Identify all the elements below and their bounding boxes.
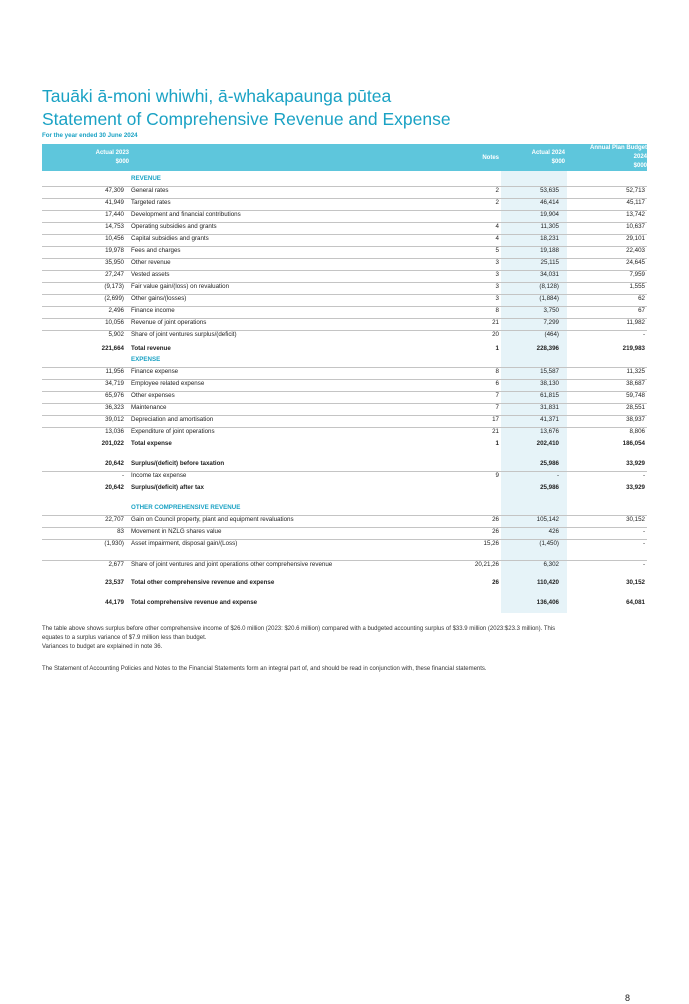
cell-actual2023: 22,707 xyxy=(105,516,124,523)
table-row xyxy=(42,258,647,266)
cell-budget: 33,929 xyxy=(626,460,645,467)
cell-label: Other gains/(losses) xyxy=(131,295,187,302)
cell-actual2024: 41,371 xyxy=(540,416,559,423)
cell-actual2023: 27,247 xyxy=(105,271,124,278)
cell-budget: 24,645 xyxy=(626,259,645,266)
cell-actual2024: 19,188 xyxy=(540,247,559,254)
header-actual-2023-unit: $000 xyxy=(115,159,129,165)
cell-label: Finance income xyxy=(131,307,175,314)
cell-label: Maintenance xyxy=(131,404,167,411)
cell-label: Employee related expense xyxy=(131,380,205,387)
cell-label: Depreciation and amortisation xyxy=(131,416,214,423)
cell-notes: 7 xyxy=(495,404,499,411)
cell-label: Expenditure of joint operations xyxy=(131,428,215,435)
cell-label: Targeted rates xyxy=(131,199,171,206)
cell-actual2024: 61,815 xyxy=(540,392,559,399)
cell-budget: 1,555 xyxy=(629,283,645,290)
table-row xyxy=(42,282,647,290)
cell-actual2023: 20,642 xyxy=(105,484,124,491)
cell-actual2023: 11,956 xyxy=(105,368,124,375)
cell-budget: 38,937 xyxy=(626,416,645,423)
cell-label: General rates xyxy=(131,187,169,194)
page-number: 8 xyxy=(625,993,631,1003)
cell-label: Fair value gain/(loss) on revaluation xyxy=(131,283,230,290)
cell-actual2024: 25,986 xyxy=(540,460,559,467)
cell-actual2024: 34,031 xyxy=(540,271,559,278)
table-row xyxy=(42,246,647,254)
cell-actual2024: 7,299 xyxy=(543,319,559,326)
header-budget-unit: $000 xyxy=(633,163,647,169)
cell-notes: 5 xyxy=(495,247,499,254)
cell-notes: 3 xyxy=(495,295,499,302)
cell-budget: 33,929 xyxy=(626,484,645,491)
table-header xyxy=(42,144,647,171)
cell-budget: 10,637 xyxy=(626,223,645,230)
cell-notes: 6 xyxy=(495,380,499,387)
cell-actual2023: 5,902 xyxy=(108,331,124,338)
cell-label: Share of joint ventures and joint operations other comprehensive revenue xyxy=(131,561,333,568)
cell-label: Other revenue xyxy=(131,259,171,266)
cell-budget: 13,742 xyxy=(626,211,645,218)
cell-label: Gain on Council property, plant and equipment revaluations xyxy=(131,516,294,523)
cell-actual2024: 228,396 xyxy=(536,345,559,352)
cell-actual2024: - xyxy=(556,472,559,479)
table-row xyxy=(42,527,647,535)
cell-actual2024: 105,142 xyxy=(536,516,559,523)
cell-actual2023: 14,753 xyxy=(105,223,124,230)
table-row xyxy=(42,234,647,242)
cell-label: Total comprehensive revenue and expense xyxy=(131,599,258,606)
cell-notes: 1 xyxy=(495,345,499,352)
cell-label: Vested assets xyxy=(131,271,170,278)
cell-notes: 7 xyxy=(495,392,499,399)
cell-budget: 29,101 xyxy=(626,235,645,242)
table-row xyxy=(42,391,647,399)
cell-actual2024: (1,450) xyxy=(539,540,559,547)
table-row xyxy=(42,415,647,423)
cell-actual2023: 10,456 xyxy=(105,235,124,242)
cell-budget: 22,403 xyxy=(626,247,645,254)
table-row xyxy=(42,515,647,523)
cell-actual2023: 36,323 xyxy=(105,404,124,411)
cell-label: Total expense xyxy=(131,440,172,447)
cell-label: Revenue of joint operations xyxy=(131,319,207,326)
cell-actual2023: 35,950 xyxy=(105,259,124,266)
table-row xyxy=(42,318,647,326)
cell-actual2023: (1,930) xyxy=(104,540,124,547)
cell-actual2024: (464) xyxy=(544,331,559,338)
cell-notes: 26 xyxy=(492,579,499,586)
cell-notes: 9 xyxy=(495,472,499,479)
cell-notes: 3 xyxy=(495,283,499,290)
header-annual-plan-budget xyxy=(590,144,647,171)
cell-actual2024: 38,130 xyxy=(540,380,559,387)
table-row xyxy=(42,330,647,338)
cell-label: Total revenue xyxy=(131,345,171,352)
header-actual-2023-label: Actual 2023 xyxy=(95,150,129,156)
header-budget-year: 2024 xyxy=(633,154,647,160)
cell-label: Surplus/(deficit) after tax xyxy=(131,484,204,491)
cell-budget: - xyxy=(642,331,645,338)
commentary-line-1: The table above shows surplus before other comprehensive income of $26.0 million (2023: $20.6 million) compared with a budgeted accounting surplus of $33.9 million (2023:$23.3 million). This xyxy=(42,626,556,632)
cell-budget: 30,152 xyxy=(626,579,645,586)
cell-label: Fees and charges xyxy=(131,247,181,254)
cell-label: Movement in NZLG shares value xyxy=(131,528,222,535)
table-row xyxy=(42,539,647,547)
cell-budget: - xyxy=(642,528,645,535)
cell-label: Income tax expense xyxy=(131,472,187,479)
cell-notes: 21 xyxy=(492,319,499,326)
cell-actual2023: 17,440 xyxy=(105,211,124,218)
table-row xyxy=(42,198,647,206)
table-row xyxy=(42,560,647,568)
statement-table xyxy=(42,171,647,613)
cell-notes: 21 xyxy=(492,428,499,435)
cell-actual2023: 221,664 xyxy=(101,345,124,352)
cell-budget: 8,806 xyxy=(629,428,645,435)
cell-budget: 38,687 xyxy=(626,380,645,387)
cell-label: Share of joint ventures surplus/(deficit) xyxy=(131,331,237,338)
table-row xyxy=(42,270,647,278)
cell-notes: 1 xyxy=(495,440,499,447)
cell-label: OTHER COMPREHENSIVE REVENUE xyxy=(131,504,241,511)
cell-notes: 26 xyxy=(492,528,499,535)
commentary-paragraph xyxy=(42,625,647,652)
cell-notes: 8 xyxy=(495,307,499,314)
cell-notes: 26 xyxy=(492,516,499,523)
cell-actual2023: 65,976 xyxy=(105,392,124,399)
cell-label: Development and financial contributions xyxy=(131,211,241,218)
cell-budget: 45,117 xyxy=(626,199,645,206)
cell-label: REVENUE xyxy=(131,175,161,182)
cell-actual2024: (8,128) xyxy=(539,283,559,290)
cell-notes: 20 xyxy=(492,331,499,338)
header-notes: Notes xyxy=(482,155,499,161)
header-actual-2024-unit: $000 xyxy=(551,159,565,165)
cell-notes: 2 xyxy=(495,187,499,194)
table-row xyxy=(42,427,647,435)
cell-notes: 3 xyxy=(495,259,499,266)
header-budget-label: Annual Plan Budget xyxy=(590,145,647,151)
cell-notes: 15,26 xyxy=(483,540,499,547)
cell-budget: 64,081 xyxy=(626,599,645,606)
cell-actual2024: (1,884) xyxy=(539,295,559,302)
cell-notes: 20,21,26 xyxy=(474,561,499,568)
table-row xyxy=(42,210,647,218)
cell-budget: 62 xyxy=(638,295,645,302)
page-title-english: Statement of Comprehensive Revenue and Expense xyxy=(42,109,451,129)
table-row xyxy=(42,367,647,375)
cell-actual2023: 41,949 xyxy=(105,199,124,206)
cell-actual2024: 136,406 xyxy=(536,599,559,606)
cell-label: Capital subsidies and grants xyxy=(131,235,209,242)
period-subtitle: For the year ended 30 June 2024 xyxy=(42,132,138,139)
cell-notes: 8 xyxy=(495,368,499,375)
cell-budget: 11,325 xyxy=(626,368,645,375)
cell-actual2024: 25,986 xyxy=(540,484,559,491)
header-actual-2024-label: Actual 2024 xyxy=(531,150,565,156)
cell-notes: 4 xyxy=(495,223,499,230)
cell-budget: 219,983 xyxy=(622,345,645,352)
cell-actual2024: 15,587 xyxy=(540,368,559,375)
cell-actual2024: 53,635 xyxy=(540,187,559,194)
page-title-maori: Tauāki ā-moni whiwhi, ā-whakapaunga pūtea xyxy=(42,86,392,106)
cell-actual2023: (9,173) xyxy=(104,283,124,290)
cell-budget: 67 xyxy=(638,307,645,314)
cell-notes: 4 xyxy=(495,235,499,242)
cell-label: Surplus/(deficit) before taxation xyxy=(131,460,225,467)
table-row xyxy=(42,403,647,411)
cell-label: EXPENSE xyxy=(131,356,161,363)
cell-actual2023: 10,056 xyxy=(105,319,124,326)
cell-budget: 186,054 xyxy=(622,440,645,447)
commentary-line-2: equates to a surplus variance of $7.9 million less than budget. xyxy=(42,635,207,641)
cell-actual2024: 11,305 xyxy=(540,223,559,230)
cell-budget: - xyxy=(642,561,645,568)
cell-notes: 2 xyxy=(495,199,499,206)
cell-actual2023: 39,012 xyxy=(105,416,124,423)
cell-label: Other expenses xyxy=(131,392,175,399)
cell-actual2023: (2,699) xyxy=(104,295,124,302)
cell-actual2024: 202,410 xyxy=(536,440,559,447)
cell-actual2024: 18,231 xyxy=(540,235,559,242)
cell-actual2023: 83 xyxy=(117,528,124,535)
cell-notes: 3 xyxy=(495,271,499,278)
cell-actual2023: 20,642 xyxy=(105,460,124,467)
cell-actual2023: 44,179 xyxy=(105,599,124,606)
cell-actual2024: 3,750 xyxy=(543,307,559,314)
cell-budget: 28,551 xyxy=(626,404,645,411)
cell-actual2023: 201,022 xyxy=(101,440,124,447)
cell-actual2023: 47,309 xyxy=(105,187,124,194)
cell-actual2023: 23,537 xyxy=(105,579,124,586)
table-row xyxy=(42,379,647,387)
cell-actual2023: - xyxy=(121,472,124,479)
cell-label: Finance expense xyxy=(131,368,179,375)
cell-notes: 17 xyxy=(492,416,499,423)
cell-budget: 59,748 xyxy=(626,392,645,399)
cell-actual2023: 2,677 xyxy=(108,561,124,568)
header-actual-2023 xyxy=(96,149,129,167)
cell-budget: 30,152 xyxy=(626,516,645,523)
cell-label: Asset impairment, disposal gain/(Loss) xyxy=(131,540,238,547)
cell-budget: - xyxy=(642,472,645,479)
table-row xyxy=(42,471,647,479)
cell-actual2024: 31,831 xyxy=(540,404,559,411)
cell-actual2023: 13,036 xyxy=(105,428,124,435)
table-row xyxy=(42,222,647,230)
cell-actual2024: 6,302 xyxy=(543,561,559,568)
table-row xyxy=(42,294,647,302)
cell-actual2023: 2,496 xyxy=(108,307,124,314)
cell-budget: 7,959 xyxy=(629,271,645,278)
cell-actual2024: 426 xyxy=(548,528,559,535)
cell-actual2024: 13,676 xyxy=(540,428,559,435)
cell-actual2023: 34,719 xyxy=(105,380,124,387)
table-row xyxy=(42,306,647,314)
cell-actual2024: 19,904 xyxy=(540,211,559,218)
cell-actual2023: 19,978 xyxy=(105,247,124,254)
cell-budget: 11,982 xyxy=(626,319,645,326)
cell-label: Operating subsidies and grants xyxy=(131,223,217,230)
cell-budget: 52,713 xyxy=(626,187,645,194)
cell-actual2024: 46,414 xyxy=(540,199,559,206)
cell-actual2024: 110,420 xyxy=(536,579,559,586)
cell-actual2024: 25,115 xyxy=(540,259,559,266)
cell-label: Total other comprehensive revenue and expense xyxy=(131,579,275,586)
integral-part-note: The Statement of Accounting Policies and Notes to the Financial Statements form an integral part of, and should be read in conjunction with, these financial statements. xyxy=(42,666,487,672)
table-row xyxy=(42,186,647,194)
commentary-line-3: Variances to budget are explained in note 36. xyxy=(42,644,163,650)
header-actual-2024 xyxy=(532,149,565,167)
cell-budget: - xyxy=(642,540,645,547)
